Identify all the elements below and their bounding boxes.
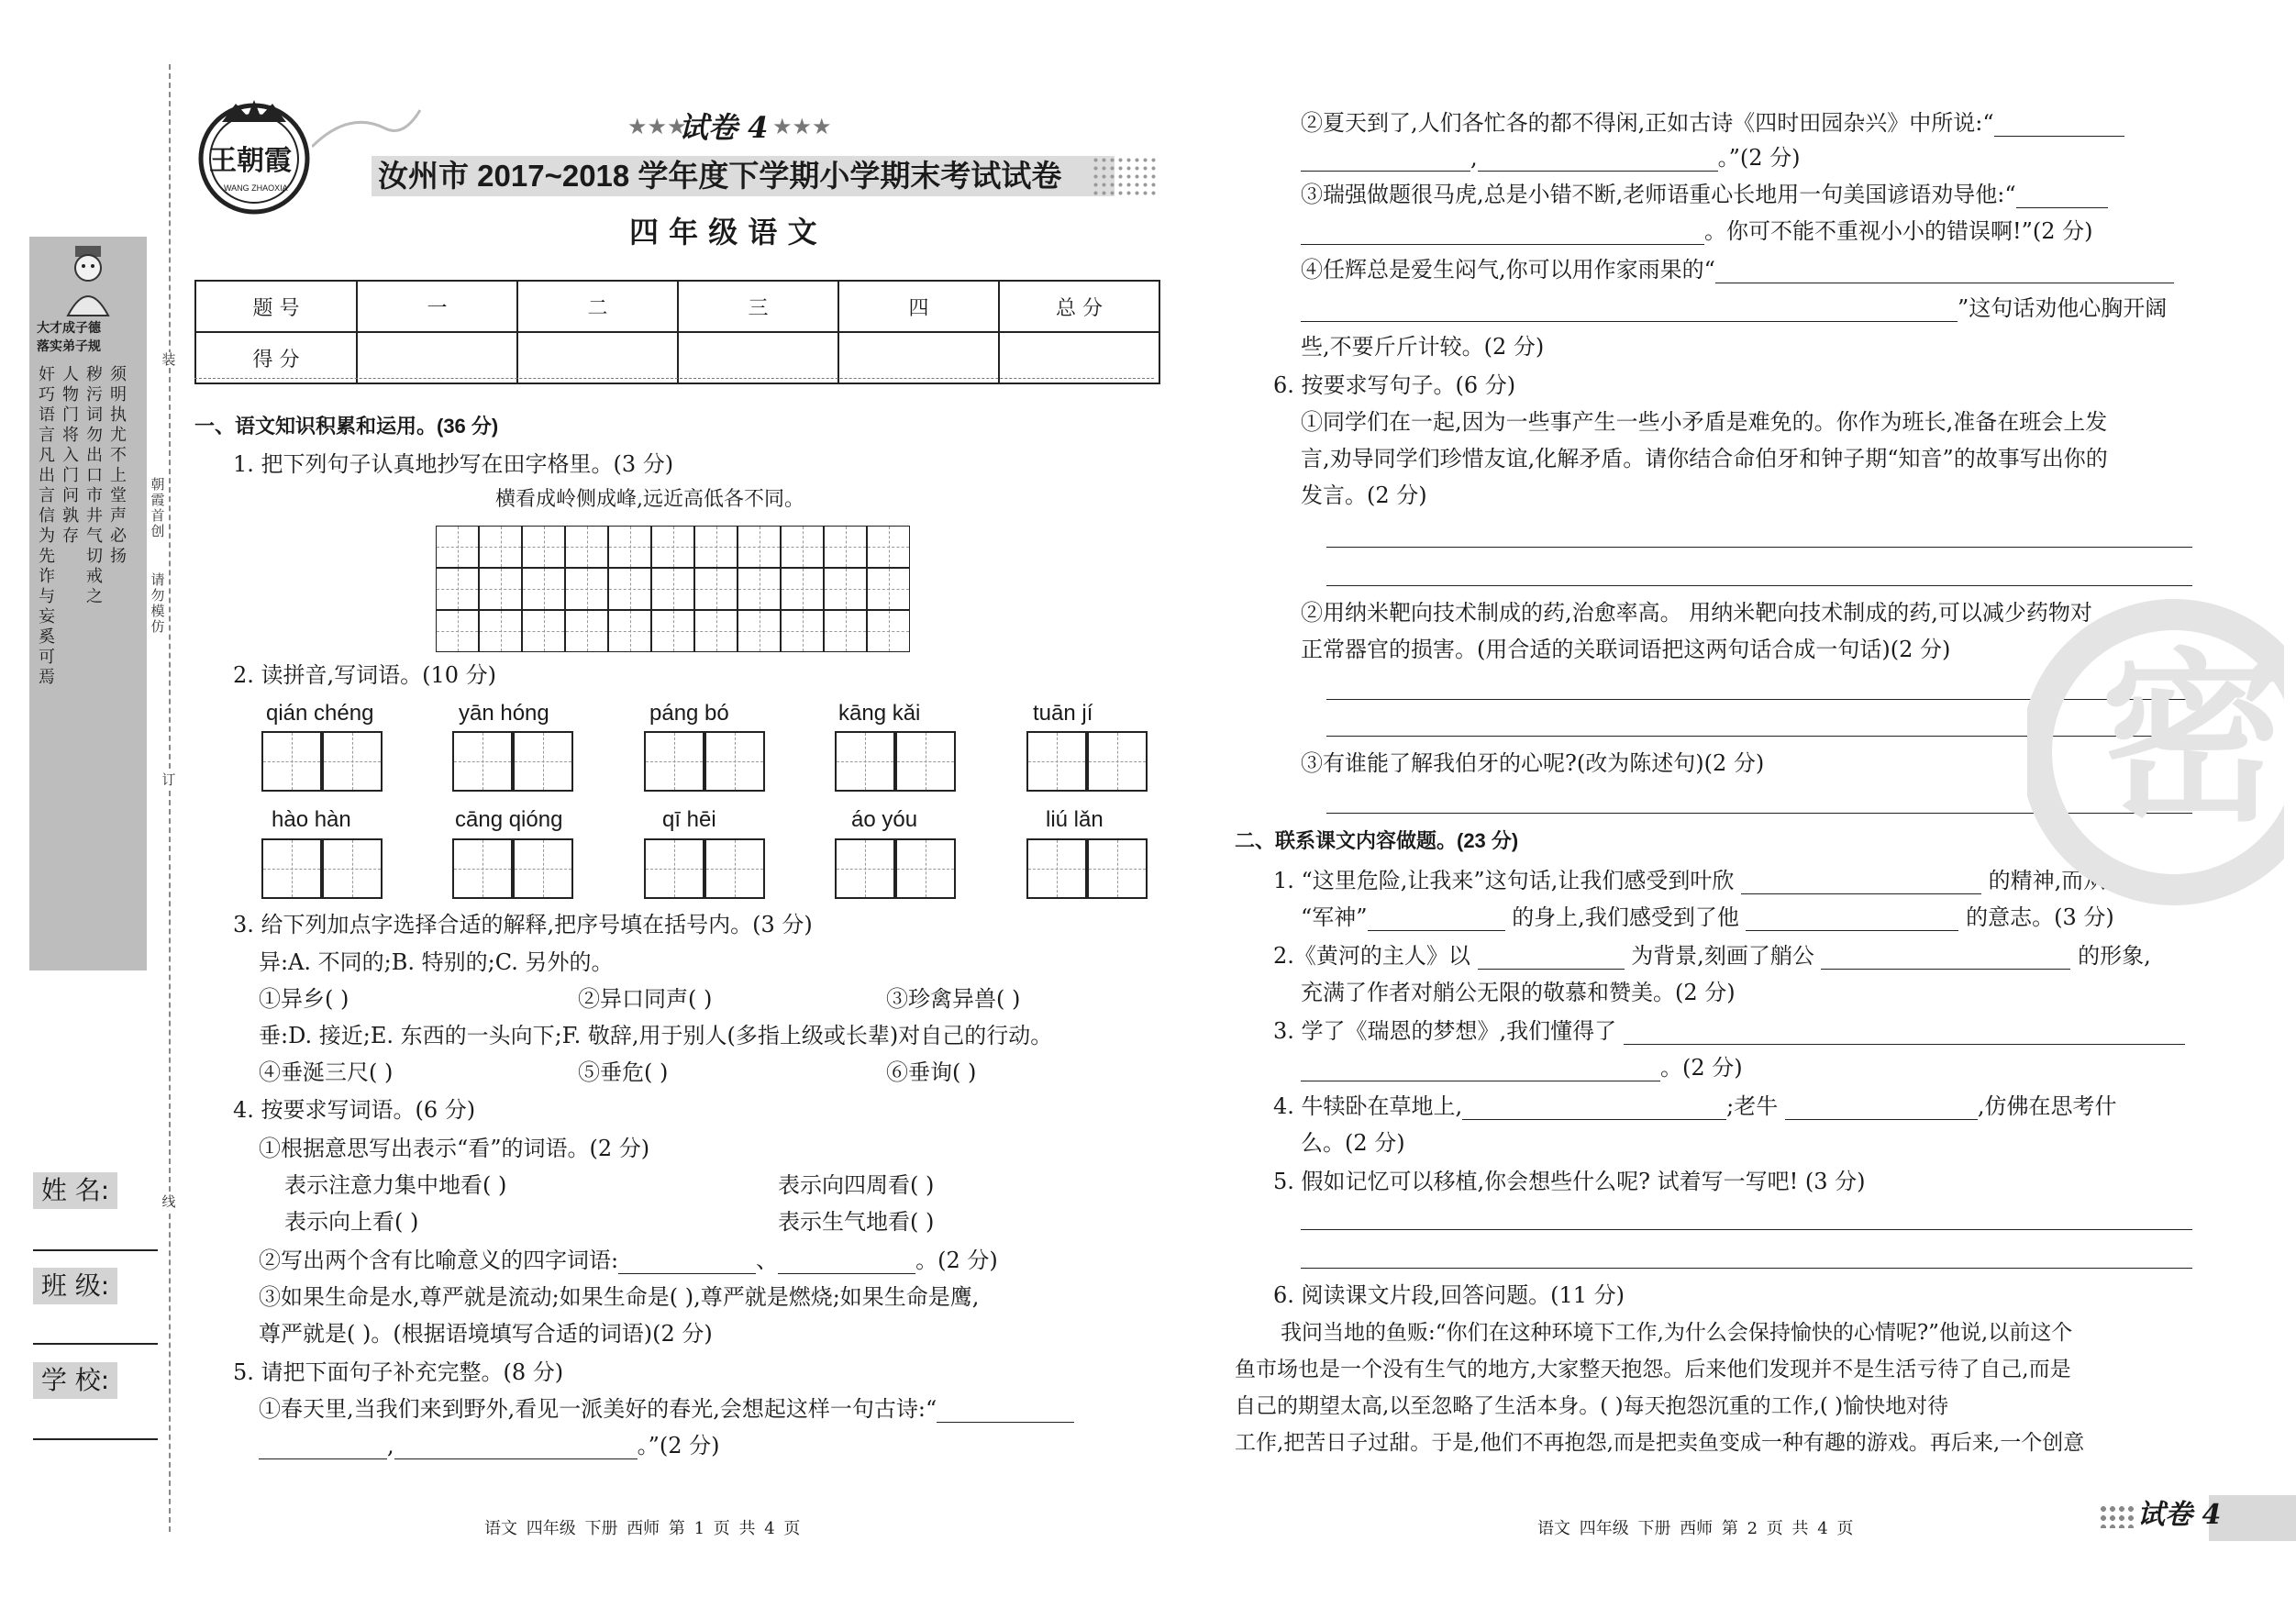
answer-box[interactable]: [835, 731, 895, 792]
blank[interactable]: [1994, 117, 2124, 137]
score-cell[interactable]: [517, 332, 678, 383]
seal-word: 订: [161, 771, 176, 788]
s2-q2b: 充满了作者对艄公无限的敬慕和赞美。(2 分): [1301, 980, 1736, 1005]
answer-box[interactable]: [452, 731, 513, 792]
pinyin-label: qī hēi: [662, 807, 716, 832]
grid-cell[interactable]: [694, 610, 738, 652]
scholar-figure-icon: [55, 244, 121, 317]
score-cell[interactable]: [999, 332, 1159, 383]
binding-line: [169, 64, 171, 1532]
table-header-cell: 一: [357, 281, 517, 332]
s2-q1-text: 1. “这里危险,让我来”这句话,让我们感受到叶欣: [1273, 868, 1735, 893]
blank[interactable]: [778, 1255, 915, 1274]
grid-cell[interactable]: [651, 568, 694, 610]
answer-box[interactable]: [513, 838, 573, 899]
motto-title-1: 大才成子德: [37, 321, 101, 336]
grid-cell[interactable]: [781, 568, 824, 610]
grid-cell[interactable]: [867, 568, 910, 610]
question-3: 3. 给下列加点字选择合适的解释,把序号填在括号内。(3 分): [233, 912, 813, 937]
s2-q6: 6. 阅读课文片段,回答问题。(11 分): [1273, 1282, 1625, 1308]
answer-line[interactable]: [1326, 585, 2192, 586]
answer-box[interactable]: [1087, 731, 1148, 792]
q3-item[interactable]: ③珍禽异兽( ): [886, 986, 1021, 1012]
grid-cell[interactable]: [479, 568, 522, 610]
s2-q1-line1: [1273, 868, 2105, 894]
answer-line[interactable]: [1301, 1268, 2192, 1269]
page-footer-right: 语文 四年级 下册 西师 第 2 页 共 4 页: [1537, 1519, 1854, 1538]
passage-line: 工作,把苦日子过甜。于是,他们不再抱怨,而是把卖鱼变成一种有趣的游戏。再后来,一个创意: [1235, 1431, 2085, 1455]
answer-box[interactable]: [1026, 731, 1087, 792]
blank[interactable]: [1785, 1101, 1978, 1120]
stars-right-icon: ★★★: [772, 114, 832, 139]
grid-cell[interactable]: [781, 526, 824, 568]
answer-box[interactable]: [1026, 838, 1087, 899]
q4-sub3b: 尊严就是( )。(根据语境填写合适的词语)(2 分): [259, 1321, 713, 1347]
q5-sub4: [1301, 257, 2174, 283]
question-2: 2. 读拼音,写词语。(10 分): [233, 662, 497, 688]
blank[interactable]: [937, 1403, 1074, 1423]
s2-q3-line2: [1301, 1055, 1743, 1081]
q4-kan-item[interactable]: 表示向上看( ): [284, 1209, 419, 1235]
grid-cell[interactable]: [522, 568, 565, 610]
grid-cell[interactable]: [824, 610, 867, 652]
table-header-cell: 四: [838, 281, 999, 332]
q6-s2a: ②用纳米靶向技术制成的药,治愈率高。 用纳米靶向技术制成的药,可以减少药物对: [1301, 600, 2092, 626]
blank[interactable]: [1478, 152, 1718, 172]
q5-sub2-end: 。”(2 分): [1717, 145, 1801, 171]
banner-dots: [1092, 156, 1156, 196]
grid-cell[interactable]: [436, 568, 479, 610]
notice-text: 请勿模仿: [150, 571, 165, 635]
blank[interactable]: [1368, 912, 1505, 931]
blank[interactable]: [1301, 303, 1958, 322]
table-row-label: 得 分: [195, 332, 357, 383]
passage-line: 我问当地的鱼贩:“你们在这种环境下工作,为什么会保持愉快的心情呢?”他说,以前这个: [1281, 1321, 2073, 1345]
paper-label: 试卷 4: [679, 110, 769, 145]
question-1: 1. 把下列句子认真地抄写在田字格里。(3 分): [233, 451, 674, 477]
q5-sub2-text: ②夏天到了,人们各忙各的都不得闲,正如古诗《四时田园杂兴》中所说:“: [1301, 110, 1994, 136]
answer-box[interactable]: [322, 731, 383, 792]
pinyin-label: tuān jí: [1033, 701, 1093, 726]
pinyin-label: hào hàn: [272, 807, 351, 832]
blank[interactable]: [1715, 264, 2174, 283]
pinyin-label: kāng kǎi: [838, 701, 921, 726]
q4-kan-item[interactable]: 表示向四周看( ): [778, 1172, 935, 1198]
pinyin-label: páng bó: [649, 701, 729, 726]
grid-cell[interactable]: [565, 568, 608, 610]
passage-line: 鱼市场也是一个没有生气的地方,大家整天抱怨。后来他们发现并不是生活亏待了自己,而是: [1235, 1358, 2071, 1381]
blank[interactable]: [394, 1440, 638, 1459]
q5-sub1-text: ①春天里,当我们来到野外,看见一派美好的春光,会想起这样一句古诗:“: [259, 1396, 937, 1422]
pinyin-label: qián chéng: [266, 701, 374, 726]
table-header-cell: 二: [517, 281, 678, 332]
motto-panel: [29, 237, 147, 970]
logo-text: 王朝霞: [209, 145, 292, 177]
grid-cell[interactable]: [522, 610, 565, 652]
pinyin-label: liú lǎn: [1046, 807, 1104, 832]
footer-paper-label: 试卷 4: [2137, 1499, 2222, 1531]
answer-box[interactable]: [644, 731, 704, 792]
exam-title: 汝州市 2017~2018 学年度下学期小学期末考试试卷: [378, 159, 1062, 193]
score-cell[interactable]: [678, 332, 838, 383]
grid-cell[interactable]: [522, 526, 565, 568]
s2-q1-end: 的精神,而从: [1988, 868, 2106, 893]
class-label: 班 级:: [33, 1268, 117, 1304]
grid-cell[interactable]: [436, 610, 479, 652]
school-field[interactable]: [33, 1438, 158, 1440]
q5-sub3-line2: [1301, 218, 2093, 245]
class-field[interactable]: [33, 1343, 158, 1345]
question-5: 5. 请把下面句子补充完整。(8 分): [233, 1359, 564, 1385]
grid-cell[interactable]: [608, 610, 651, 652]
q3-item[interactable]: ⑥垂询( ): [886, 1059, 977, 1085]
footer-dots: [2099, 1504, 2135, 1528]
blank[interactable]: [2016, 189, 2108, 208]
grid-cell[interactable]: [651, 610, 694, 652]
grid-cell[interactable]: [738, 526, 781, 568]
blank[interactable]: [1821, 950, 2070, 970]
q4-sub2-text: ②写出两个含有比喻意义的四字词语:: [259, 1248, 619, 1273]
grid-cell[interactable]: [608, 568, 651, 610]
q5-sub1-line2: , 。”(2 分): [259, 1433, 720, 1459]
s2-q2-mid: 为背景,刻画了艄公: [1631, 943, 1814, 969]
s2-q1b-text: “军神”: [1301, 904, 1368, 930]
divider: [194, 378, 1154, 379]
grid-cell[interactable]: [824, 526, 867, 568]
seal-word: 线: [161, 1193, 176, 1210]
q5-sub2: [1301, 110, 2124, 137]
table-header-cell: 总 分: [999, 281, 1159, 332]
q5-sub3-end: 。你可不能不重视小小的错误啊!”(2 分): [1704, 218, 2093, 244]
blank[interactable]: [1741, 875, 1981, 894]
answer-box[interactable]: [644, 838, 704, 899]
footer-label-bg: [2209, 1495, 2296, 1541]
answer-box[interactable]: [895, 838, 956, 899]
q6-s1c: 发言。(2 分): [1301, 482, 1427, 508]
q5-sub3: [1301, 182, 2108, 208]
motto-column: 秽污词勿出口市井气切戒之: [86, 365, 103, 606]
blank[interactable]: [1462, 1101, 1726, 1120]
answer-line[interactable]: [1301, 1229, 2192, 1230]
q5-sub4b: 些,不要斤斤计较。(2 分): [1301, 334, 1545, 360]
motto-title-2: 落实弟子规: [37, 339, 101, 354]
motto-column: 奸巧语言凡出言信为先诈与妄奚可焉: [39, 365, 55, 687]
grid-cell[interactable]: [694, 526, 738, 568]
pinyin-label: cāng qióng: [455, 807, 563, 832]
q3-yi-definition: 异:A. 不同的;B. 特别的;C. 另外的。: [259, 949, 614, 975]
blank[interactable]: [1746, 912, 1958, 931]
blank[interactable]: [1301, 1062, 1660, 1081]
grid-cell[interactable]: [867, 526, 910, 568]
q3-chui-definition: 垂:D. 接近;E. 东西的一头向下;F. 敬辞,用于别人(多指上级或长辈)对自己的行动。: [259, 1023, 1053, 1048]
grid-cell[interactable]: [651, 526, 694, 568]
grid-cell[interactable]: [738, 610, 781, 652]
stamp-char: 密: [2101, 631, 2285, 847]
stars-left-icon: ★★★: [627, 114, 687, 139]
motto-column: 人物门将入门问孰存: [62, 365, 79, 546]
subject-title: 四 年 级 语 文: [629, 215, 817, 250]
grid-cell[interactable]: [565, 526, 608, 568]
name-label: 姓 名:: [33, 1172, 117, 1209]
blank[interactable]: [1301, 226, 1704, 245]
s2-q2-line1: [1273, 943, 2151, 970]
question-4: 4. 按要求写词语。(6 分): [233, 1097, 476, 1123]
grid-cell[interactable]: [436, 526, 479, 568]
grid-cell[interactable]: [824, 568, 867, 610]
blank[interactable]: [1624, 1026, 2185, 1045]
q5-sub4-text: ④任辉总是爱生闷气,你可以用作家雨果的“: [1301, 257, 1715, 283]
score-cell[interactable]: [838, 332, 999, 383]
s2-q4-mid: ;老牛: [1726, 1093, 1779, 1119]
q6-s1a: ①同学们在一起,因为一些事产生一些小矛盾是难免的。你作为班长,准备在班会上发: [1301, 409, 2108, 435]
ribbon-icon: [312, 101, 422, 156]
s2-q4-text: 4. 牛犊卧在草地上,: [1273, 1093, 1463, 1119]
q5-sub1: [259, 1396, 1074, 1423]
name-field[interactable]: [33, 1249, 158, 1251]
s2-q1-line2: [1301, 904, 2114, 931]
q1-sentence: 横看成岭侧成峰,远近高低各不同。: [495, 488, 804, 511]
blank[interactable]: [259, 1440, 387, 1459]
answer-box[interactable]: [261, 838, 322, 899]
q4-kan-item[interactable]: 表示注意力集中地看( ): [284, 1172, 507, 1198]
s2-q3-end: 。(2 分): [1660, 1055, 1743, 1081]
q4-kan-item[interactable]: 表示生气地看( ): [778, 1209, 935, 1235]
grid-cell[interactable]: [781, 610, 824, 652]
q4-sub2-end: 。(2 分): [915, 1248, 998, 1273]
answer-box[interactable]: [452, 838, 513, 899]
q4-sub3: ③如果生命是水,尊严就是流动;如果生命是( ),尊严就是燃烧;如果生命是鹰,: [259, 1284, 980, 1310]
motto-column: 须明执尤不上堂声必扬: [110, 365, 127, 566]
q3-item[interactable]: ⑤垂危( ): [578, 1059, 669, 1085]
q5-sub1-end: 。”(2 分): [637, 1433, 720, 1458]
answer-box[interactable]: [261, 731, 322, 792]
q5-sub4-end: ”这句话劝他心胸开阔: [1958, 295, 2168, 321]
grid-cell[interactable]: [867, 610, 910, 652]
q4-sub2: ②写出两个含有比喻意义的四字词语: 、 。(2 分): [259, 1248, 998, 1273]
seal-word: 装: [161, 351, 176, 368]
grid-cell[interactable]: [608, 526, 651, 568]
q6-s2b: 正常器官的损害。(用合适的关联词语把这两句话合成一句话)(2 分): [1301, 637, 1951, 662]
logo-subtext: WANG ZHAOXIA: [224, 183, 288, 193]
notice-text: 朝霞首创: [150, 476, 165, 539]
s2-q5: 5. 假如记忆可以移植,你会想些什么呢? 试着写一写吧! (3 分): [1273, 1169, 1866, 1194]
table-header-cell: 题 号: [195, 281, 357, 332]
s2-q3-line1: [1273, 1018, 2185, 1045]
blank[interactable]: [1301, 152, 1470, 172]
s2-q2-text: 2.《黄河的主人》以: [1273, 943, 1470, 969]
answer-box[interactable]: [322, 838, 383, 899]
grid-cell[interactable]: [565, 610, 608, 652]
q5-sub2-line2: , 。”(2 分): [1301, 145, 1801, 172]
q3-item[interactable]: ①异乡( ): [259, 986, 349, 1012]
grid-cell[interactable]: [479, 610, 522, 652]
answer-box[interactable]: [1087, 838, 1148, 899]
answer-box[interactable]: [835, 838, 895, 899]
answer-line[interactable]: [1326, 547, 2192, 548]
s2-q2-end: 的形象,: [2078, 943, 2151, 969]
answer-box[interactable]: [704, 838, 765, 899]
answer-box[interactable]: [895, 731, 956, 792]
q3-item[interactable]: ②异口同声( ): [578, 986, 713, 1012]
writing-grid[interactable]: [436, 526, 913, 649]
blank[interactable]: [618, 1255, 756, 1274]
q5-sub4-line2: [1301, 295, 2167, 322]
table-header-cell: 三: [678, 281, 838, 332]
s2-q4-line1: [1273, 1093, 2117, 1120]
pinyin-label: yān hóng: [459, 701, 549, 726]
answer-box[interactable]: [513, 731, 573, 792]
page-footer-left: 语文 四年级 下册 西师 第 1 页 共 4 页: [484, 1519, 801, 1538]
s2-q3-text: 3. 学了《瑞恩的梦想》,我们懂得了: [1273, 1018, 1617, 1044]
s2-q1b-end: 的意志。(3 分): [1966, 904, 2114, 930]
q3-item[interactable]: ④垂涎三尺( ): [259, 1059, 394, 1085]
pinyin-label: áo yóu: [851, 807, 918, 832]
section1-heading: 一、语文知识积累和运用。(36 分): [194, 415, 499, 438]
s2-q1b-mid: 的身上,我们感受到了他: [1512, 904, 1739, 930]
blank[interactable]: [1478, 950, 1625, 970]
answer-box[interactable]: [704, 731, 765, 792]
grid-cell[interactable]: [479, 526, 522, 568]
s2-q4-end: ,仿佛在思考什: [1977, 1093, 2117, 1119]
q5-sub3-text: ③瑞强做题很马虎,总是小错不断,老师语重心长地用一句美国谚语劝导他:“: [1301, 182, 2016, 207]
school-label: 学 校:: [33, 1362, 117, 1399]
q4-sub1: ①根据意思写出表示“看”的词语。(2 分): [259, 1136, 650, 1161]
score-table: [194, 280, 1160, 384]
q6-s1b: 言,劝导同学们珍惜友谊,化解矛盾。请你结合命伯牙和钟子期“知音”的故事写出你的: [1301, 446, 2108, 471]
score-cell[interactable]: [357, 332, 517, 383]
passage-line: 自己的期望太高,以至忽略了生活本身。( )每天抱怨沉重的工作,( )愉快地对待: [1235, 1394, 1949, 1418]
q6-s3: ③有谁能了解我伯牙的心呢?(改为陈述句)(2 分): [1301, 750, 1765, 776]
question-6: 6. 按要求写句子。(6 分): [1273, 372, 1516, 398]
s2-q4b: 么。(2 分): [1301, 1130, 1405, 1156]
section2-heading: 二、联系课文内容做题。(23 分): [1235, 829, 1519, 852]
grid-cell[interactable]: [738, 568, 781, 610]
grid-cell[interactable]: [694, 568, 738, 610]
